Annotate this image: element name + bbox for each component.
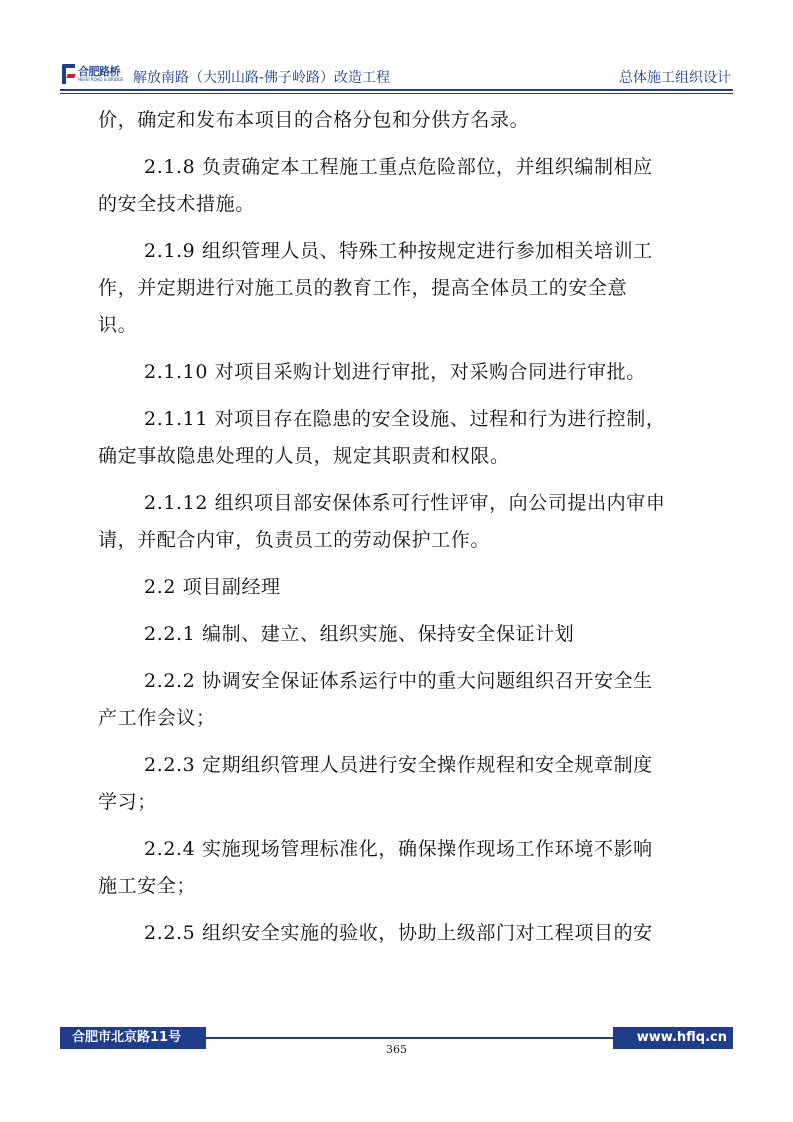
text-line: 2.2.4 实施现场管理标准化，确保操作现场工作环境不影响 bbox=[144, 838, 653, 860]
footer-address: 合肥市北京路11号 bbox=[60, 1027, 206, 1049]
text-line: 2.2.2 协调安全保证体系运行中的重大问题组织召开安全生 bbox=[144, 670, 653, 692]
text-line: 2.1.10 对项目采购计划进行审批，对采购合同进行审批。 bbox=[144, 361, 646, 383]
footer-divider bbox=[206, 1037, 626, 1039]
text-line: 2.1.8 负责确定本工程施工重点危险部位，并组织编制相应 bbox=[144, 156, 653, 178]
text-line: 价，确定和发布本项目的合格分包和分供方名录。 bbox=[98, 109, 530, 131]
text-line: 2.1.12 组织项目部安保体系可行性评审，向公司提出内审申 bbox=[144, 492, 666, 514]
logo-chinese-name: 合肥路桥 bbox=[78, 65, 120, 78]
paragraph bbox=[98, 102, 698, 139]
paragraph bbox=[98, 233, 698, 344]
logo-english-name: HEFEI ROAD & BRIDGE bbox=[78, 77, 124, 82]
paragraph bbox=[98, 915, 698, 952]
section-heading bbox=[98, 569, 698, 606]
text-line: 请，并配合内审，负责员工的劳动保护工作。 bbox=[98, 529, 491, 551]
paragraph bbox=[98, 401, 698, 475]
text-line: 识。 bbox=[98, 314, 138, 336]
text-line: 2.2.1 编制、建立、组织实施、保持安全保证计划 bbox=[144, 623, 575, 645]
paragraph bbox=[98, 354, 698, 391]
document-body bbox=[98, 102, 698, 962]
text-line: 施工安全； bbox=[98, 875, 197, 897]
paragraph bbox=[98, 663, 698, 737]
text-line: 2.2 项目副经理 bbox=[144, 576, 281, 598]
text-line: 2.2.3 定期组织管理人员进行安全操作规程和安全规章制度 bbox=[144, 754, 653, 776]
project-title: 解放南路（大别山路-佛子岭路）改造工程 bbox=[133, 70, 391, 86]
text-line: 产工作会议； bbox=[98, 707, 216, 729]
paragraph bbox=[98, 831, 698, 905]
paragraph bbox=[98, 616, 698, 653]
text-line: 2.2.5 组织安全实施的验收，协助上级部门对工程项目的安 bbox=[144, 922, 653, 944]
text-line: 确定事故隐患处理的人员，规定其职责和权限。 bbox=[98, 445, 510, 467]
header-divider-thin bbox=[60, 93, 733, 94]
logo-mark-icon bbox=[62, 64, 75, 84]
paragraph bbox=[98, 485, 698, 559]
document-title: 总体施工组织设计 bbox=[619, 70, 731, 86]
page-number: 365 bbox=[386, 1043, 407, 1056]
text-line: 2.1.9 组织管理人员、特殊工种按规定进行参加相关培训工 bbox=[144, 240, 653, 262]
footer-website: www.hflq.cn bbox=[613, 1027, 733, 1049]
header-divider bbox=[60, 89, 733, 91]
text-line: 学习； bbox=[98, 791, 157, 813]
page-header bbox=[60, 60, 733, 90]
paragraph bbox=[98, 747, 698, 821]
paragraph bbox=[98, 149, 698, 223]
company-logo bbox=[62, 64, 126, 88]
text-line: 2.1.11 对项目存在隐患的安全设施、过程和行为进行控制， bbox=[144, 408, 666, 430]
text-line: 的安全技术措施。 bbox=[98, 193, 255, 215]
text-line: 作，并定期进行对施工员的教育工作，提高全体员工的安全意 bbox=[98, 277, 628, 299]
